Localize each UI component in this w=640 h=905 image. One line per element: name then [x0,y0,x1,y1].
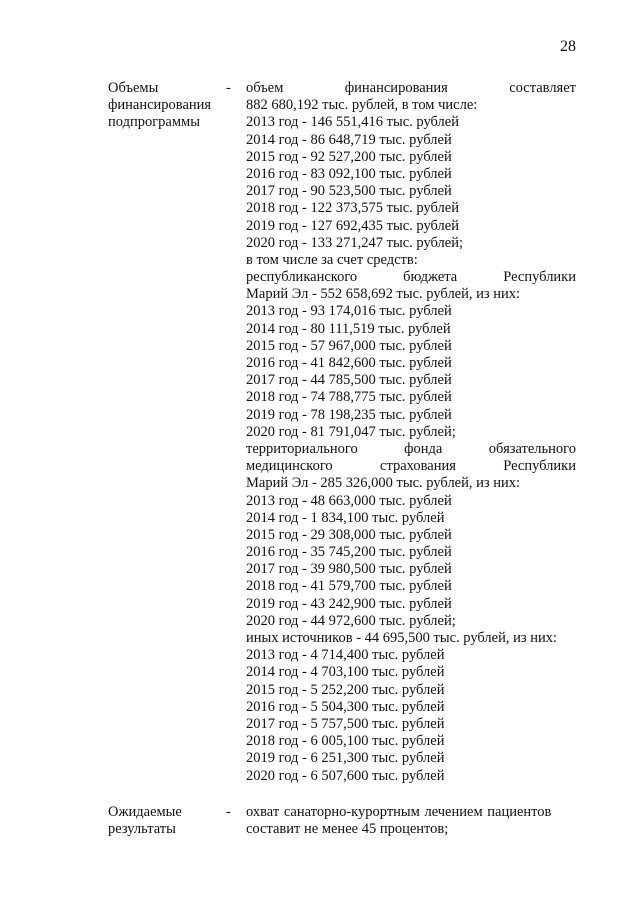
year-line: 2020 год - 44 972,600 тыс. рублей; [246,612,456,629]
intro-word: объем [246,80,284,96]
financing-content [246,80,576,785]
result-line: охват санаторно-курортным лечением пациентов [246,804,552,820]
result-line: составит не менее 45 процентов; [246,821,449,838]
republic-word: республиканского [246,269,358,286]
year-line: 2016 год - 5 504,300 тыс. рублей [246,698,445,715]
expected-results-dash: - [226,804,231,820]
year-line: 2013 год - 146 551,416 тыс. рублей [246,114,459,131]
label-line: Объемы [108,80,159,96]
year-line: 2017 год - 44 785,500 тыс. рублей [246,372,452,389]
year-line: 2014 год - 86 648,719 тыс. рублей [246,131,452,148]
page-number: 28 [560,38,576,55]
year-line: 2013 год - 48 663,000 тыс. рублей [246,492,452,509]
year-line: 2017 год - 39 980,500 тыс. рублей [246,561,452,578]
year-line: 2019 год - 127 692,435 тыс. рублей [246,217,459,234]
year-line: 2018 год - 122 373,575 тыс. рублей [246,200,459,217]
year-line: 2016 год - 35 745,200 тыс. рублей [246,544,452,561]
year-line: 2017 год - 5 757,500 тыс. рублей [246,715,445,732]
expected-results-content [246,804,576,838]
intro-word: финансирования [344,80,448,96]
year-line: 2019 год - 6 251,300 тыс. рублей [246,750,445,767]
year-line: 2018 год - 6 005,100 тыс. рублей [246,733,445,750]
fund-word: обязательного [488,440,576,457]
fund-total: Марий Эл - 285 326,000 тыс. рублей, из них: [246,475,521,492]
year-line: 2019 год - 78 198,235 тыс. рублей [246,406,452,423]
year-line: 2016 год - 41 842,600 тыс. рублей [246,355,452,371]
year-line: 2013 год - 93 174,016 тыс. рублей [246,303,452,320]
label-line: результаты [108,821,176,838]
year-line: 2020 год - 81 791,047 тыс. рублей; [246,423,456,440]
year-line: 2015 год - 92 527,200 тыс. рублей [246,148,452,165]
fund-line [246,458,576,475]
republic-word: Республики [503,269,576,286]
year-line: 2014 год - 4 703,100 тыс. рублей [246,664,445,681]
fund-word: фонда [404,440,443,457]
year-line: 2017 год - 90 523,500 тыс. рублей [246,183,452,200]
year-line: 2015 год - 29 308,000 тыс. рублей [246,526,452,543]
expected-results-label [108,804,223,838]
year-line: 2019 год - 43 242,900 тыс. рублей [246,595,452,612]
label-line: подпрограммы [108,114,200,131]
republic-budget-line [246,269,576,286]
republic-total: Марий Эл - 552 658,692 тыс. рублей, из них: [246,286,521,303]
year-line: 2018 год - 41 579,700 тыс. рублей [246,578,452,595]
intro-total: 882 680,192 тыс. рублей, в том числе: [246,97,478,114]
fund-word: страхования [380,458,456,475]
fund-word: территориального [246,440,358,457]
year-line: 2020 год - 133 271,247 тыс. рублей; [246,234,463,251]
intro-word: составляет [509,80,576,96]
label-line: Ожидаемые [108,804,182,820]
republic-word: бюджета [403,269,458,286]
year-line: 2013 год - 4 714,400 тыс. рублей [246,647,445,664]
fund-word: медицинского [246,458,333,475]
year-line: 2014 год - 1 834,100 тыс. рублей [246,509,445,526]
year-line: 2016 год - 83 092,100 тыс. рублей [246,165,452,182]
year-line: 2015 год - 57 967,000 тыс. рублей [246,337,452,354]
fund-word: Республики [503,458,576,475]
year-line: 2018 год - 74 788,775 тыс. рублей [246,389,452,406]
sources-intro: в том числе за счет средств: [246,251,418,268]
intro-line [246,80,576,97]
year-line: 2014 год - 80 111,519 тыс. рублей [246,320,451,337]
financing-dash: - [226,80,231,96]
other-sources-intro: иных источников - 44 695,500 тыс. рублей, из них: [246,630,558,646]
fund-line [246,441,576,458]
year-line: 2020 год - 6 507,600 тыс. рублей [246,767,445,784]
label-line: финансирования [108,97,212,114]
year-line: 2015 год - 5 252,200 тыс. рублей [246,681,445,698]
financing-label [108,80,223,132]
